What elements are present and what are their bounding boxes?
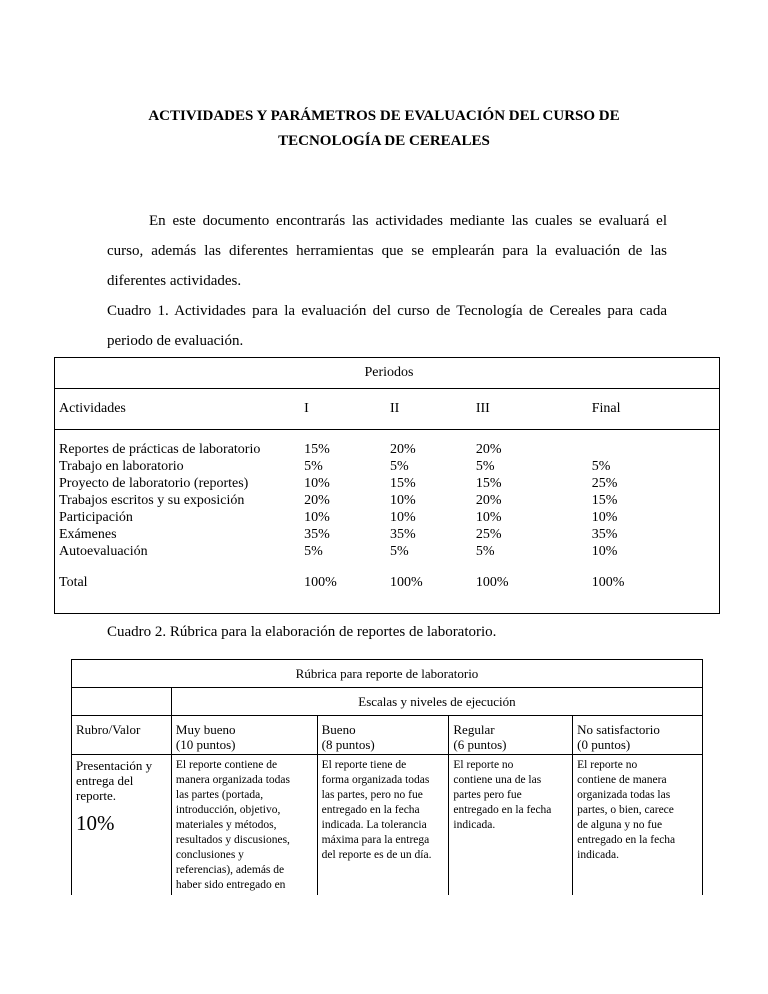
description-line: El reporte contiene de	[175, 759, 278, 771]
description-line: forma organizada todas	[321, 774, 430, 786]
description-line: indicada.	[577, 849, 619, 861]
description-no-satisfactorio	[573, 755, 703, 896]
value-cell: 5%	[475, 544, 495, 559]
period-iii-values	[472, 430, 558, 574]
table1-caption: Cuadro 1. Actividades para la evaluación del curso de Tecnología de Cereales para cada periodo de evaluación.	[107, 303, 667, 349]
value-cell: 15%	[389, 476, 416, 491]
criterion-cell	[72, 755, 172, 896]
value-cell: 10%	[389, 510, 416, 525]
value-cell: 25%	[475, 527, 502, 542]
criterion-name: entrega del	[76, 773, 134, 788]
description-line: las partes, pero no fue	[321, 789, 423, 801]
description-line: organizada todas las	[577, 789, 671, 801]
description-line: partes pero fue	[453, 789, 522, 801]
period-ii-values	[386, 430, 472, 574]
activities-column-header: Actividades	[55, 389, 301, 430]
description-muy-bueno	[171, 755, 317, 896]
value-cell: 5%	[304, 459, 323, 474]
description-regular	[449, 755, 573, 896]
rubric-title: Rúbrica para reporte de laboratorio	[72, 660, 703, 688]
activity-label: Trabajo en laboratorio	[59, 459, 184, 474]
rubro-valor-header: Rubro/Valor	[72, 716, 172, 755]
description-line: partes, o bien, carece	[577, 804, 674, 816]
value-cell: 10%	[591, 544, 618, 559]
level-points: (6 puntos)	[453, 737, 507, 752]
value-cell: 10%	[389, 493, 416, 508]
document-title-line-2: TECNOLOGÍA DE CEREALES	[278, 133, 490, 149]
description-line: indicada. La tolerancia	[321, 819, 427, 831]
total-label: Total	[55, 573, 301, 614]
value-cell: 15%	[304, 442, 330, 457]
level-bueno	[317, 716, 449, 755]
description-line: materiales y métodos,	[175, 819, 277, 831]
period-final-values	[558, 430, 720, 574]
description-line: manera organizada todas	[175, 774, 291, 786]
activity-label: Reportes de prácticas de laboratorio	[59, 442, 261, 457]
intro-paragraph: En este documento encontrarás las actividades mediante las cuales se evaluará el curso, además las diferentes herramientas que se emplearán para la evaluación de las diferentes actividades.	[107, 213, 667, 289]
description-line: entregado en la fecha	[453, 804, 552, 816]
level-regular	[449, 716, 573, 755]
total-iii: 100%	[472, 573, 558, 614]
description-line: de alguna y no fue	[577, 819, 663, 831]
criterion-name: reporte.	[76, 788, 117, 803]
level-points: (10 puntos)	[175, 737, 236, 752]
activity-label: Autoevaluación	[59, 544, 148, 559]
activity-label: Trabajos escritos y su exposición	[59, 493, 245, 508]
level-name: Muy bueno	[175, 722, 236, 737]
period-header-iii: III	[472, 389, 558, 430]
level-points: (8 puntos)	[321, 737, 375, 752]
level-name: Bueno	[321, 722, 356, 737]
value-cell: 15%	[591, 493, 618, 508]
activity-label: Exámenes	[59, 527, 117, 542]
description-line: referencias), además de	[175, 864, 285, 876]
value-cell: 20%	[475, 493, 502, 508]
activity-label: Proyecto de laboratorio (reportes)	[59, 476, 249, 491]
periods-header: Periodos	[55, 358, 720, 389]
period-header-i: I	[300, 389, 386, 430]
activities-table	[54, 357, 720, 614]
description-line: introducción, objetivo,	[175, 804, 281, 816]
description-line: conclusiones y	[175, 849, 244, 861]
level-name: No satisfactorio	[577, 722, 660, 737]
value-cell: 35%	[591, 527, 618, 542]
value-cell: 20%	[475, 442, 502, 457]
description-line: indicada.	[453, 819, 496, 831]
value-cell: 20%	[389, 442, 416, 457]
rubric-scale-header: Escalas y niveles de ejecución	[171, 688, 702, 716]
activities-list	[55, 430, 301, 574]
period-i-values	[300, 430, 386, 574]
description-line: contiene una de las	[453, 774, 542, 786]
value-cell: 35%	[304, 527, 330, 542]
period-header-final: Final	[558, 389, 720, 430]
value-cell: 5%	[475, 459, 495, 474]
value-cell: 5%	[389, 544, 409, 559]
level-muy-bueno	[171, 716, 317, 755]
level-name: Regular	[453, 722, 495, 737]
value-cell: 5%	[591, 459, 611, 474]
value-cell: 25%	[591, 476, 618, 491]
rubric-empty-corner	[72, 688, 172, 716]
period-header-ii: II	[386, 389, 472, 430]
value-cell: 20%	[304, 493, 330, 508]
value-cell: 35%	[389, 527, 416, 542]
criterion-weight: 10%	[76, 811, 115, 835]
description-line: resultados y discusiones,	[175, 834, 290, 846]
description-line: El reporte tiene de	[321, 759, 407, 771]
description-line: El reporte no	[453, 759, 514, 771]
description-line: entregado en la fecha	[321, 804, 420, 816]
activity-label: Participación	[59, 510, 133, 525]
value-cell: 10%	[591, 510, 618, 525]
description-line: El reporte no	[577, 759, 638, 771]
level-no-satisfactorio	[573, 716, 703, 755]
description-line: las partes (portada,	[175, 789, 264, 801]
description-line: entregado en la fecha	[577, 834, 676, 846]
value-cell: 10%	[304, 476, 330, 491]
total-i: 100%	[300, 573, 386, 614]
value-cell: 15%	[475, 476, 502, 491]
description-line: del reporte es de un día.	[321, 849, 432, 861]
level-points: (0 puntos)	[577, 737, 631, 752]
description-bueno	[317, 755, 449, 896]
document-title-line-1: ACTIVIDADES Y PARÁMETROS DE EVALUACIÓN DEL CURSO DE	[148, 108, 620, 124]
value-cell: 10%	[304, 510, 330, 525]
description-line: contiene de manera	[577, 774, 667, 786]
total-final: 100%	[558, 573, 720, 614]
value-cell: 10%	[475, 510, 502, 525]
value-cell: 5%	[389, 459, 409, 474]
criterion-name: Presentación y	[76, 758, 153, 773]
total-ii: 100%	[386, 573, 472, 614]
rubric-table	[71, 659, 703, 895]
description-line: haber sido entregado en	[175, 879, 286, 891]
description-line: máxima para la entrega	[321, 834, 430, 846]
table2-caption: Cuadro 2. Rúbrica para la elaboración de reportes de laboratorio.	[107, 624, 497, 640]
value-cell: 5%	[304, 544, 323, 559]
